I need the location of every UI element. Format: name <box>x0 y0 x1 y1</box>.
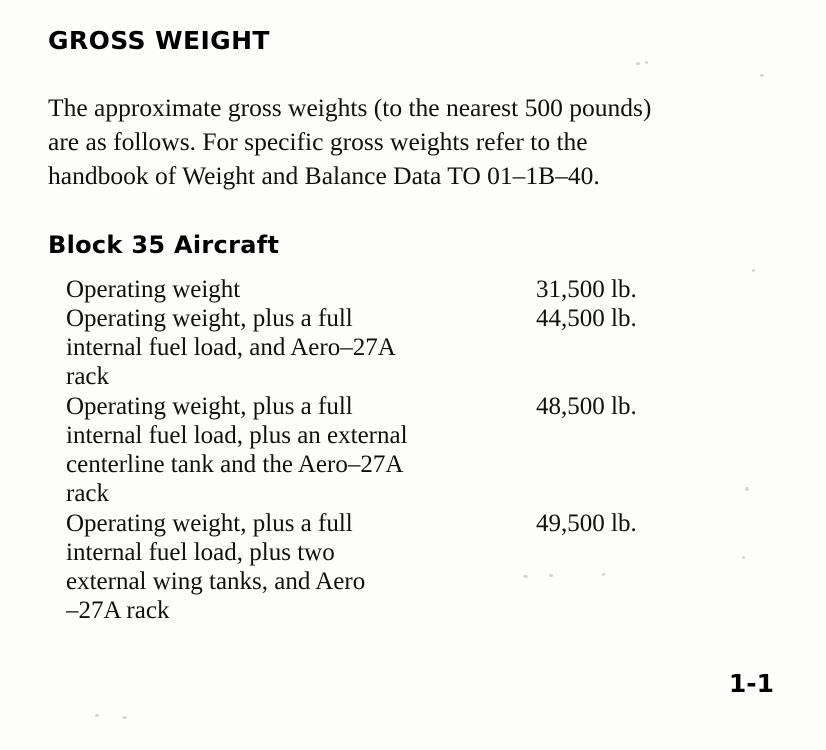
weight-value: 31,500 lb. <box>536 275 637 303</box>
weights-list <box>66 275 766 626</box>
weight-description-line: internal fuel load, and Aero–27A <box>66 334 396 362</box>
weight-description <box>66 509 536 626</box>
weight-description-line: internal fuel load, plus two <box>66 538 335 566</box>
weight-description <box>66 304 536 392</box>
weight-description-line: –27A rack <box>66 597 170 625</box>
subsection-heading: Block 35 Aircraft <box>48 230 280 259</box>
weight-entry <box>66 304 766 392</box>
paper-speck <box>636 62 640 65</box>
paper-speck <box>122 716 127 719</box>
weight-entry <box>66 275 766 304</box>
weight-description-line: Operating weight, plus a full <box>66 392 353 420</box>
weight-value: 44,500 lb. <box>536 304 637 332</box>
weight-description-line: rack <box>66 480 110 508</box>
page-title: GROSS WEIGHT <box>48 26 270 55</box>
paper-speck <box>95 714 99 717</box>
weight-entry <box>66 509 766 626</box>
weight-description-line: internal fuel load, plus an external <box>66 421 408 449</box>
weight-description-line: Operating weight, plus a full <box>66 304 353 332</box>
paper-speck <box>752 269 755 272</box>
weight-entry <box>66 392 766 509</box>
weight-description-line: Operating weight <box>66 275 241 303</box>
intro-paragraph <box>48 91 778 193</box>
weight-description-line: Operating weight, plus a full <box>66 509 353 537</box>
intro-line: handbook of Weight and Balance Data TO 01–1B–40. <box>48 160 600 190</box>
paper-speck <box>760 74 764 77</box>
weight-description-line: centerline tank and the Aero–27A <box>66 451 404 479</box>
weight-value: 49,500 lb. <box>536 509 637 537</box>
weight-description-line: rack <box>66 363 110 391</box>
paper-speck <box>645 61 648 64</box>
page-number: 1-1 <box>728 669 774 698</box>
intro-line: are as follows. For specific gross weights refer to the <box>48 126 588 156</box>
weight-description <box>66 392 536 509</box>
weight-description <box>66 275 536 304</box>
weight-value: 48,500 lb. <box>536 392 637 420</box>
intro-line: The approximate gross weights (to the nearest 500 pounds) <box>48 93 652 122</box>
weight-description-line: external wing tanks, and Aero <box>66 568 366 596</box>
